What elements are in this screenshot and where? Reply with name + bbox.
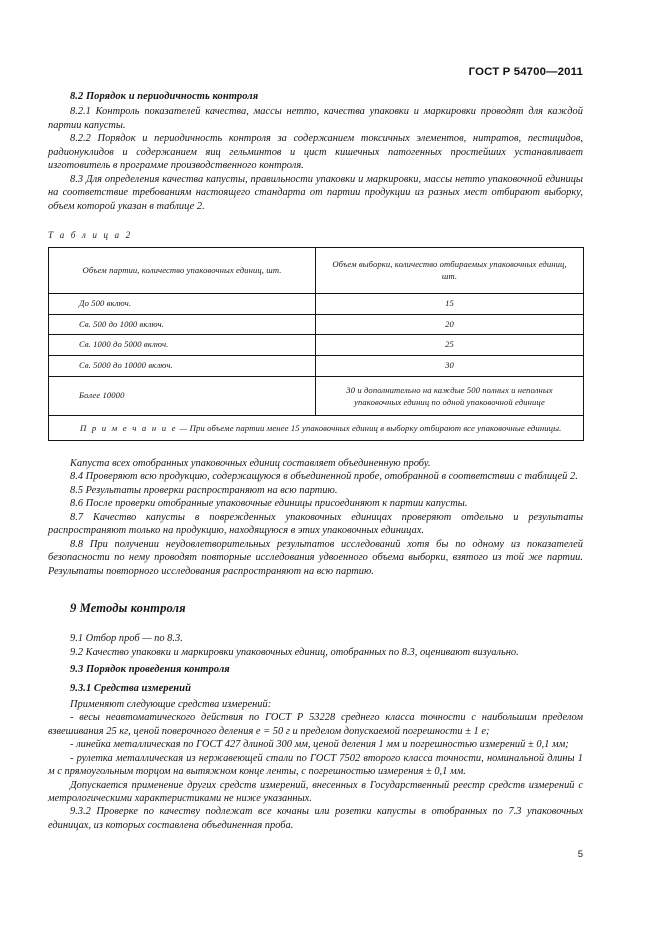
table-header-row xyxy=(49,248,584,294)
table-cell-lot xyxy=(49,356,316,377)
table-header-cell-sample-volume xyxy=(316,248,584,294)
table-cell-lot-text: Св. 500 до 1000 включ. xyxy=(79,318,164,329)
other-instruments-allowance-paragraph: Допускается применение других средств измерений, внесенных в Государственный реестр средств измерений с метрологическими характеристиками не ниже указанных. xyxy=(48,779,583,804)
table-header-sample-volume-text: Объем выборки, количество отбираемых упаковочных единиц, шт. xyxy=(332,259,567,281)
clause-9-1-paragraph: 9.1 Отбор проб — по 8.3. xyxy=(70,633,183,645)
clause-8-2-1-paragraph: 8.2.1 Контроль показателей качества, массы нетто, качества упаковки и маркировки проводят для каждой партии капусты. xyxy=(48,106,583,131)
clause-8-8-paragraph: 8.8 При получении неудовлетворительных результатов исследований хотя бы по одному из показателей безопасности по нему проводят повторные исследования удвоенного объема выборки, взятого из той же партии. Результаты повторного исследования распространяют на всю партию. xyxy=(48,538,583,577)
measuring-instrument-item-tape: - рулетка металлическая из нержавеющей стали по ГОСТ 7502 второго класса точности, номинальной длины 1 м с прямоугольным торцом на вытяжном конце ленты, с погрешностью измерения ± 0,1 мм. xyxy=(48,752,583,778)
measuring-instrument-item-ruler: - линейка металлическая по ГОСТ 427 длиной 300 мм, ценой деления 1 мм и погрешностью измерений ± 0,1 мм; xyxy=(70,739,569,751)
table-cell-sample xyxy=(316,356,584,377)
document-body xyxy=(48,90,583,832)
combined-sample-paragraph: Капуста всех отобранных упаковочных единиц составляет объединенную пробу. xyxy=(70,458,431,469)
clause-9-3-1-heading: 9.3.1 Средства измерений xyxy=(70,683,191,695)
table-cell-sample-text: 30 xyxy=(445,360,454,370)
table-cell-sample xyxy=(316,376,584,415)
table-row xyxy=(49,294,584,315)
clause-8-2-heading: 8.2 Порядок и периодичность контроля xyxy=(70,91,259,102)
table-cell-sample xyxy=(316,314,584,335)
table-cell-sample-text: 30 и дополнительно на каждые 500 полных и неполных упаковочных единиц по одной упаковочной единице xyxy=(346,384,553,407)
clause-8-7-paragraph: 8.7 Качество капусты в поврежденных упаковочных единицах проверяют отдельно и результаты распространяют только на продукцию, находящуюся в этих упаковочных единицах. xyxy=(48,511,583,537)
table-cell-sample xyxy=(316,294,584,315)
clause-8-4-paragraph: 8.4 Проверяют всю продукцию, содержащуюся в объединенной пробе, отобранной в соответствии с таблицей 2. xyxy=(70,471,578,483)
measuring-instruments-intro: Применяют следующие средства измерений: xyxy=(70,698,272,710)
table-header-lot-volume-text: Объем партии, количество упаковочных единиц, шт. xyxy=(82,264,282,275)
section-9-heading: 9 Методы контроля xyxy=(70,601,186,616)
table-note-label: П р и м е ч а н и е xyxy=(80,423,178,433)
clause-8-2-2-paragraph: 8.2.2 Порядок и периодичность контроля за содержанием токсичных элементов, нитратов, пестицидов, радионуклидов и содержанием яиц гельминтов и цист кишечных патогенных простейших устанавливает изготовитель в программе производственного контроля. xyxy=(48,133,583,172)
clause-9-2-paragraph: 9.2 Качество упаковки и маркировки упаковочных единиц, отобранных по 8.3, оценивают визуально. xyxy=(70,646,519,658)
table-cell-sample-text: 20 xyxy=(445,318,454,329)
clause-9-3-heading: 9.3 Порядок проведения контроля xyxy=(70,663,230,675)
table-note-content xyxy=(49,416,583,440)
clause-8-5-paragraph: 8.5 Результаты проверки распространяют на всю партию. xyxy=(70,484,338,496)
table-cell-sample xyxy=(316,335,584,356)
spacer-after-section-9-heading xyxy=(48,616,583,632)
page-number: 5 xyxy=(577,849,583,860)
table-cell-lot-text: До 500 включ. xyxy=(79,298,132,309)
table-cell-lot-text: Св. 1000 до 5000 включ. xyxy=(79,339,169,350)
table-row xyxy=(49,376,584,415)
table-header-cell-lot-volume xyxy=(49,248,316,294)
spacer-after-table xyxy=(48,441,583,457)
clause-9-3-2-paragraph: 9.3.2 Проверке по качеству подлежат все кочаны или розетки капусты в отобранных по 7.3 упаковочных единицах, из которых составлена объединенная проба. xyxy=(48,806,583,831)
standard-number: ГОСТ Р 54700—2011 xyxy=(468,66,583,78)
table-row xyxy=(49,335,584,356)
table-cell-lot-text: Св. 5000 до 10000 включ. xyxy=(79,360,173,370)
table-cell-lot xyxy=(49,314,316,335)
table-row xyxy=(49,314,584,335)
clause-8-6-paragraph: 8.6 После проверки отобранные упаковочные единицы присоединяют к партии капусты. xyxy=(70,498,468,510)
table-2-caption: Т а б л и ц а 2 xyxy=(48,230,133,241)
table-cell-sample-text: 15 xyxy=(445,298,454,309)
table-cell-lot xyxy=(49,335,316,356)
table-note-text: — При объеме партии менее 15 упаковочных единиц в выборку отбирают все упаковочные единицы. xyxy=(177,423,562,433)
sampling-table xyxy=(48,247,584,441)
table-cell-sample-text: 25 xyxy=(445,339,454,350)
table-note-cell xyxy=(49,416,584,441)
clause-8-3-paragraph: 8.3 Для определения качества капусты, правильности упаковки и маркировки, массы нетто упаковочной единицы на соответствие требованиям настоящего стандарта от партии продукции из разных мест отбирают выборку, объем которой указан в таблице 2. xyxy=(48,173,583,212)
spacer-before-table xyxy=(48,213,583,229)
table-cell-lot xyxy=(49,376,316,415)
table-cell-lot-text: Более 10000 xyxy=(79,390,125,400)
spacer-before-section-9 xyxy=(48,578,583,600)
document-running-header xyxy=(48,62,583,78)
table-row xyxy=(49,356,584,377)
table-note-row xyxy=(49,416,584,441)
table-cell-lot xyxy=(49,294,316,315)
measuring-instrument-item-scales: - весы неавтоматического действия по ГОСТ Р 53228 среднего класса точности с наибольшим пределом взвешивания 25 кг, ценой поверочного деления е = 50 г и пределом допускаемой погрешности ± 1 е; xyxy=(48,712,583,737)
